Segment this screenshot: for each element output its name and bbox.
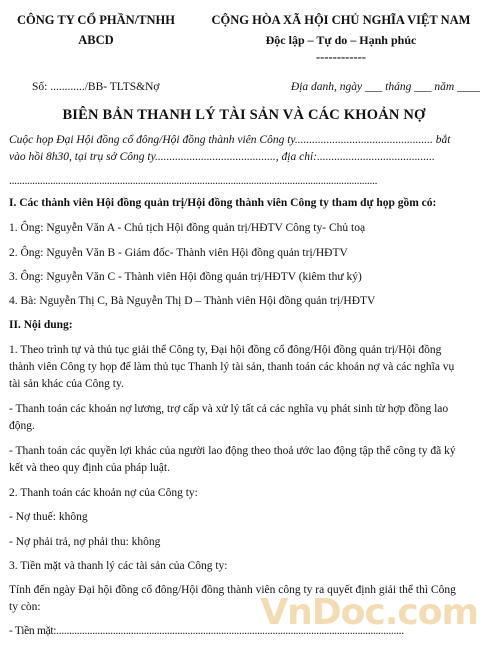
intro-line-2: vào hồi 8h30, tại trụ sở Công ty.........................................., địa chỉ:......................................... bbox=[9, 151, 435, 163]
place-and-date: Địa danh, ngày ___ tháng ___ năm ____ bbox=[290, 81, 480, 93]
content-debts-heading: 2. Thanh toán các khoản nợ của Công ty: bbox=[9, 487, 198, 499]
content-payables: - Nợ phải trả, nợ phải thu: không bbox=[9, 536, 161, 548]
document-title: BIÊN BẢN THANH LÝ TÀI SẢN VÀ CÁC KHOẢN NỢ bbox=[62, 107, 426, 123]
content-p2-line1: - Thanh toán các khoản nợ lương, trợ cấp và xử lý tất cả các nghĩa vụ phát sinh từ hợp đồng lao bbox=[9, 403, 449, 415]
company-header bbox=[16, 10, 176, 50]
section-2-heading: II. Nội dung: bbox=[9, 319, 73, 331]
watermark-logo: VnDoc.com bbox=[260, 592, 478, 633]
content-p1-line1: 1. Theo trình tự và thủ tục giải thể Công ty, Đại hội đồng cổ đông/Hội đồng quản trị/Hội đồng bbox=[9, 344, 442, 356]
nation-name: CỘNG HÒA XÃ HỘI CHỦ NGHĨA VIỆT NAM bbox=[211, 13, 471, 27]
content-p8-line2: ty còn: bbox=[9, 601, 41, 613]
content-tax-debt: - Nợ thuế: không bbox=[9, 511, 88, 523]
member-item-3: 3. Ông: Nguyễn Văn C - Thành viên Hội đồng quản trị/HĐTV (kiêm thư ký) bbox=[9, 271, 362, 283]
content-p3-line1: - Thanh toán các quyền lợi khác của người lao động theo thoả ước lao động tập thể công ty đã ký bbox=[9, 445, 456, 457]
section-1-heading: I. Các thành viên Hội đồng quản trị/Hội đồng thành viên Công ty tham dự họp gồm có: bbox=[9, 197, 437, 209]
company-abbrev: ABCD bbox=[78, 33, 114, 47]
nation-rule: ------------ bbox=[316, 50, 366, 64]
nation-motto: Độc lập – Tự do – Hạnh phúc bbox=[265, 33, 417, 47]
document-number: Số: ............/BB- TLTS&Nợ bbox=[32, 81, 160, 93]
member-item-1: 1. Ông: Nguyễn Văn A - Chủ tịch Hội đồng quản trị/HĐTV Công ty- Chủ toạ bbox=[9, 222, 366, 234]
intro-dotted-line: ............................................................................................................................................... bbox=[9, 175, 378, 187]
content-cash: - Tiền mặt:....................................................................................................................................... bbox=[9, 625, 404, 637]
company-name: CÔNG TY CỔ PHẦN/TNHH bbox=[17, 13, 175, 27]
member-item-2: 2. Ông: Nguyễn Văn B - Giám đốc- Thành viên Hội đồng quản trị/HĐTV bbox=[9, 247, 348, 259]
content-p3-line2: kết và theo quy định của pháp luật. bbox=[9, 462, 170, 474]
content-p1-line2: thành viên Công ty họp để làm thủ tục Thanh lý tài sản, thanh toán các khoản nợ và các nghĩa vụ bbox=[9, 361, 455, 373]
member-item-4: 4. Bà: Nguyễn Thị C, Bà Nguyễn Thị D – Thành viên Hội đồng quản trị/HĐTV bbox=[9, 295, 376, 307]
content-assets-heading: 3. Tiền mặt và thanh lý các tài sản của Công ty: bbox=[9, 560, 228, 572]
nation-header bbox=[206, 10, 476, 64]
content-p1-line3: tài sản khác của Công ty. bbox=[9, 378, 124, 390]
intro-line-1: Cuộc họp Đại Hội đồng cổ đông/Hội đồng thành viên Công ty................................................ bắt bbox=[9, 134, 451, 146]
content-p2-line2: động. bbox=[9, 420, 35, 432]
content-p8-line1: Tính đến ngày Đại hội đồng cổ đông/Hội đồng thành viên công ty ra quyết định giải thể thì Công bbox=[9, 584, 456, 596]
